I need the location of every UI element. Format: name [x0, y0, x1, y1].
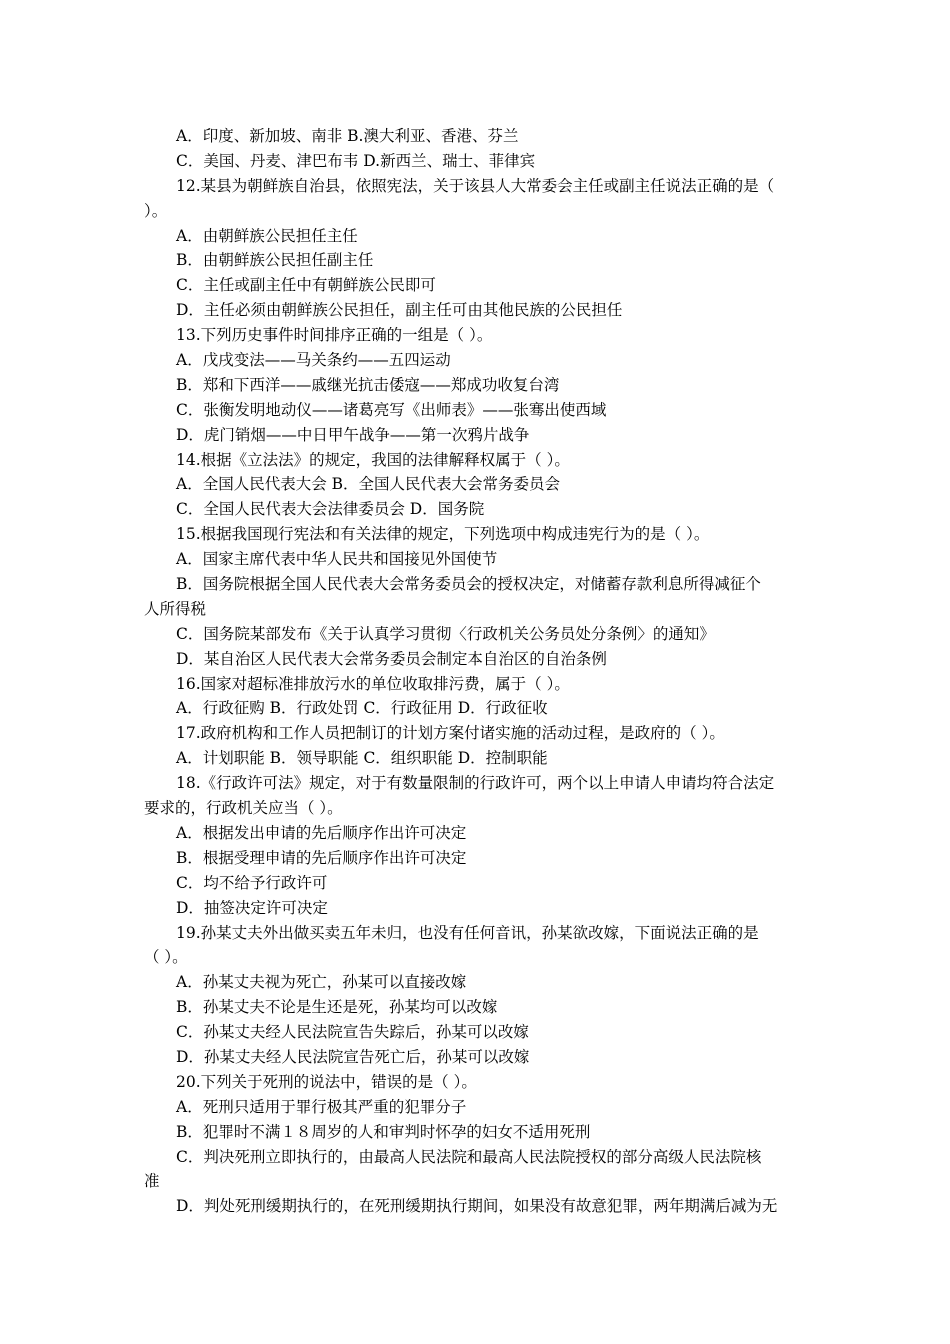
- options-abcd: A．计划职能 B．领导职能 C．组织职能 D．控制职能: [176, 749, 548, 768]
- exam-question-text: [144, 124, 808, 1219]
- option-c: C．均不给予行政许可: [176, 873, 328, 892]
- option-d: D．孙某丈夫经人民法院宣告死亡后，孙某可以改嫁: [176, 1047, 530, 1066]
- question-14-stem: 14.根据《立法法》的规定，我国的法律解释权属于（ ）。: [176, 450, 570, 469]
- option-b: B．国务院根据全国人民代表大会常务委员会的授权决定，对储蓄存款利息所得减征个: [176, 575, 761, 594]
- option-b: B．由朝鲜族公民担任副主任: [176, 251, 374, 270]
- option-a: A．孙某丈夫视为死亡，孙某可以直接改嫁: [176, 973, 467, 992]
- option-b: B．犯罪时不满１８周岁的人和审判时怀孕的妇女不适用死刑: [176, 1122, 591, 1141]
- option-a: A．由朝鲜族公民担任主任: [176, 226, 358, 245]
- option-d: D．抽签决定许可决定: [176, 898, 328, 917]
- option-a: A．死刑只适用于罪行极其严重的犯罪分子: [176, 1097, 467, 1116]
- question-18-stem: 18.《行政许可法》规定，对于有数量限制的行政许可，两个以上申请人申请均符合法定: [176, 774, 775, 793]
- option-c: C．主任或副主任中有朝鲜族公民即可: [176, 276, 436, 295]
- text-line: ）。: [144, 201, 168, 220]
- option-b: B．孙某丈夫不论是生还是死，孙某均可以改嫁: [176, 998, 498, 1017]
- text-line: A．印度、新加坡、南非 B.澳大利亚、香港、芬兰: [176, 127, 519, 145]
- text-line: C．美国、丹麦、津巴布韦 D.新西兰、瑞士、菲律宾: [176, 151, 536, 170]
- question-17-stem: 17.政府机构和工作人员把制订的计划方案付诸实施的活动过程，是政府的（ ）。: [176, 724, 725, 743]
- option-b: B．郑和下西洋——戚继光抗击倭寇——郑成功收复台湾: [176, 375, 560, 394]
- question-20-stem: 20.下列关于死刑的说法中，错误的是（ ）。: [176, 1072, 477, 1091]
- text-line: 人所得税: [144, 599, 207, 618]
- option-c: C．判决死刑立即执行的，由最高人民法院和最高人民法院授权的部分高级人民法院核: [176, 1147, 762, 1166]
- text-line: 要求的，行政机关应当（ ）。: [144, 799, 343, 818]
- option-d: D．某自治区人民代表大会常务委员会制定本自治区的自治条例: [176, 649, 607, 668]
- options-ab: A．全国人民代表大会 B．全国人民代表大会常务委员会: [176, 475, 561, 494]
- question-16-stem: 16.国家对超标准排放污水的单位收取排污费，属于（ ）。: [176, 674, 570, 693]
- options-abcd: A．行政征购 B．行政处罚 C．行政征用 D．行政征收: [176, 699, 548, 718]
- option-a: A．根据发出申请的先后顺序作出许可决定: [176, 823, 467, 842]
- option-c: C．张衡发明地动仪——诸葛亮写《出师表》——张骞出使西域: [176, 400, 607, 419]
- question-15-stem: 15.根据我国现行宪法和有关法律的规定，下列选项中构成违宪行为的是（ ）。: [176, 525, 710, 544]
- text-line: 准: [144, 1172, 160, 1191]
- option-a: A．戊戌变法——马关条约——五四运动: [176, 351, 451, 370]
- option-d: D．判处死刑缓期执行的，在死刑缓期执行期间，如果没有故意犯罪，两年期满后减为无: [176, 1197, 778, 1216]
- option-a: A．国家主席代表中华人民共和国接见外国使节: [176, 550, 498, 569]
- options-cd: C．全国人民代表大会法律委员会 D．国务院: [176, 500, 485, 519]
- question-12-stem: 12.某县为朝鲜族自治县，依照宪法，关于该县人大常委会主任或副主任说法正确的是（: [176, 176, 775, 195]
- text-line: （ ）。: [144, 948, 188, 967]
- option-d: D．虎门销烟——中日甲午战争——第一次鸦片战争: [176, 425, 530, 444]
- option-c: C．国务院某部发布《关于认真学习贯彻〈行政机关公务员处分条例〉的通知》: [176, 624, 715, 643]
- option-b: B．根据受理申请的先后顺序作出许可决定: [176, 848, 467, 867]
- question-13-stem: 13.下列历史事件时间排序正确的一组是（ ）。: [176, 326, 493, 345]
- option-c: C．孙某丈夫经人民法院宣告失踪后，孙某可以改嫁: [176, 1023, 529, 1042]
- option-d: D．主任必须由朝鲜族公民担任，副主任可由其他民族的公民担任: [176, 301, 623, 320]
- question-19-stem: 19.孙某丈夫外出做买卖五年未归，也没有任何音讯，孙某欲改嫁，下面说法正确的是: [176, 923, 759, 942]
